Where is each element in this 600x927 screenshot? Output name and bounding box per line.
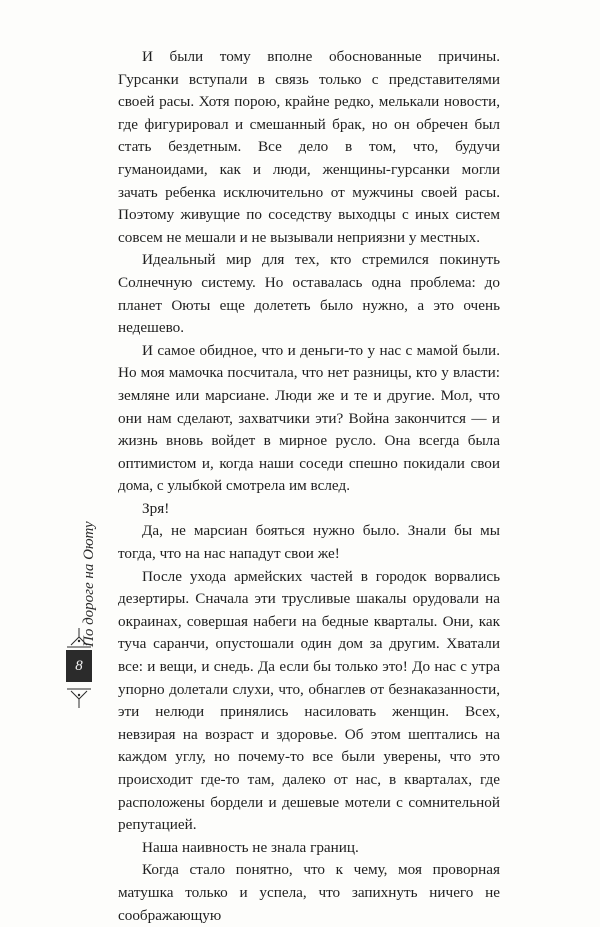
page-number: 8 bbox=[66, 650, 92, 682]
paragraph: И были тому вполне обоснованные причины. Гурсанки вступали в связь только с представителями своей расы. Хотя порою, крайне редко, мелькали новости, где фигурировал и смешанный брак, но он обречен был стать бездетным. Все дело в том, что, будучи гуманоидами, как и люди, женщины-гурсанки могли зачать ребенка исключительно от мужчины своей расы. Поэтому живущие по соседству выходцы с иных систем совсем не мешали и не вызывали неприязни у местных. bbox=[118, 48, 500, 246]
paragraph: После ухода армейских частей в городок ворвались дезертиры. Сначала эти трусливые шакалы орудовали на окраинах, совершая набеги на бедные кварталы. Они, как туча саранчи, опустошали один дом за другим. Хватали все: и вещи, и снедь. Да если бы только это! До нас с утра упорно долетали слухи, что, обнаглев от безнаказанности, эти нелюди принялись насиловать женщин. Всех, невзирая на возраст и здоровье. Об этом шептались на каждом углу, но почему-то все были уверены, что это происходит где-то там, далеко от нас, в кварталах, где расположены бордели и дешевые мотели с сомнительной репутацией. bbox=[118, 567, 500, 834]
paragraph: Когда стало понятно, что к чему, моя проворная матушка только и успела, что запихнуть ничего не соображающую bbox=[118, 861, 500, 924]
ornament-top-icon bbox=[65, 627, 93, 649]
paragraph: Зря! bbox=[142, 499, 170, 517]
ornament-bottom-icon bbox=[65, 687, 93, 709]
paragraph: Да, не марсиан бояться нужно было. Знали бы мы тогда, что на нас нападут свои же! bbox=[118, 522, 500, 563]
page-sidebar bbox=[56, 485, 112, 705]
paragraph: Идеальный мир для тех, кто стремился покинуть Солнечную систему. Но оставалась одна проблема: до планет Оюты еще долететь было нужно, а это очень недешево. bbox=[118, 251, 500, 337]
paragraph: Наша наивность не знала границ. bbox=[142, 838, 359, 856]
paragraph: И самое обидное, что и деньги-то у нас с мамой были. Но моя мамочка посчитала, что нет разницы, кто у власти: земляне или марсиане. Люди же и те и другие. Мол, что они нам сделают, захватчики эти? Война закончится — и жизнь вновь войдет в мирное русло. Она всегда была оптимистом и, когда наши соседи спешно покидали свои дома, с улыбкой смотрела им вслед. bbox=[118, 341, 500, 495]
body-text bbox=[118, 46, 500, 927]
running-title: По дороге на Оюту bbox=[81, 521, 97, 647]
